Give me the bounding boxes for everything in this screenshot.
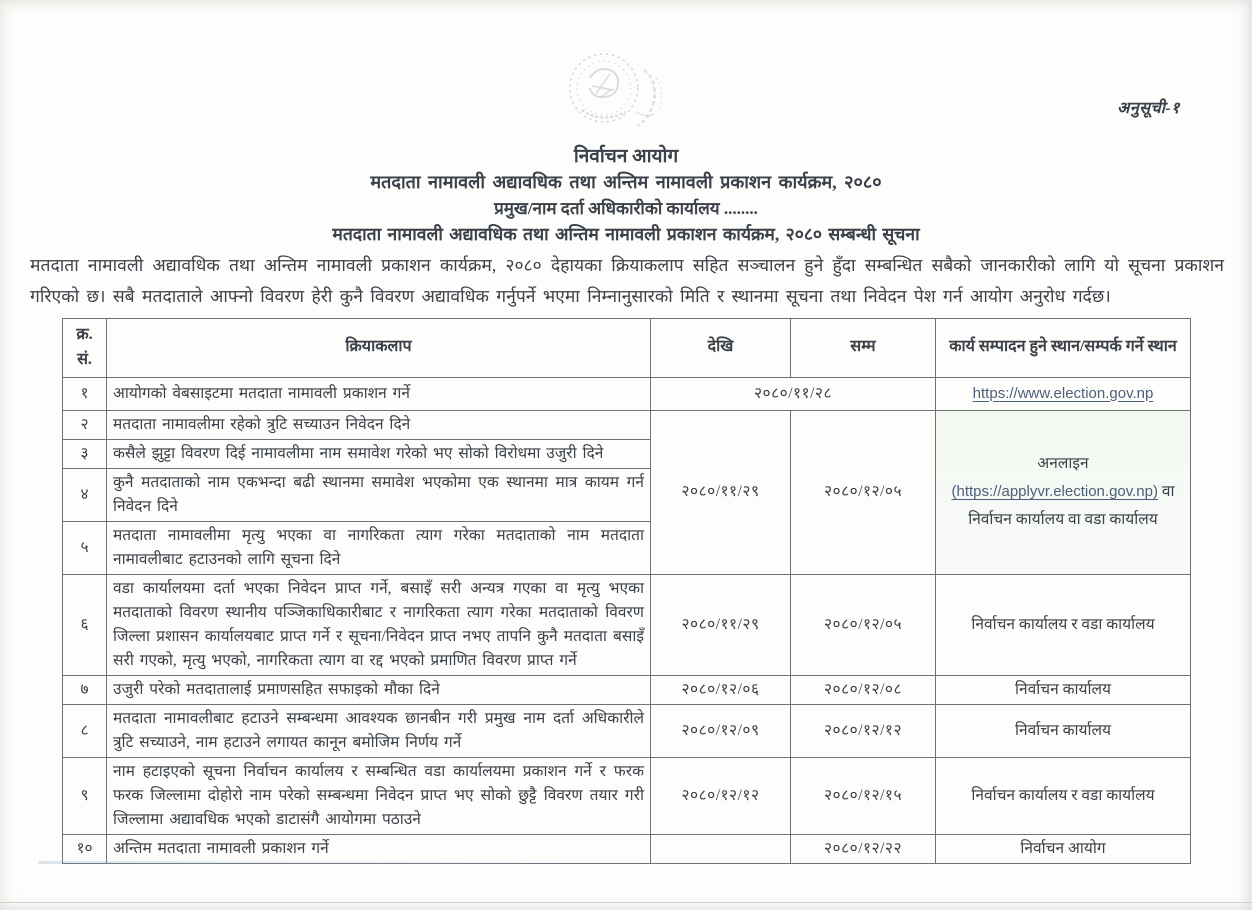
table-row xyxy=(63,574,1191,675)
cell-sn-10: १० xyxy=(63,834,107,863)
cell-place-9: निर्वाचन कार्यालय र वडा कार्यालय xyxy=(936,757,1191,834)
cell-place-1 xyxy=(936,377,1191,410)
cell-sn-3: ३ xyxy=(63,439,107,468)
cell-activity-3: कसैले झुट्टा विवरण दिई नामावलीमा नाम समावेश गरेको भए सोको विरोधमा उजुरी दिने xyxy=(107,439,651,468)
cell-activity-6: वडा कार्यालयमा दर्ता भएका निवेदन प्राप्त गर्ने, बसाइँ सरी अन्यत्र गएका वा मृत्यु भएका मतदाताको विवरण स्थानीय पञ्जिकाधिकारीबाट र नागरिकता त्याग गरेका मतदाताको विवरण जिल्ला प्रशासन कार्यालयबाट प्राप्त गर्ने र सूचना/निवेदन प्राप्त नभए तापनि कुनै मतदाता बसाइँ सरी गएको, मृत्यु भएको, नागरिकता त्याग वा रद्द भएको प्रमाणित विवरण प्राप्त गर्ने xyxy=(107,574,651,675)
title-office-line: प्रमुख/नाम दर्ता अधिकारीको कार्यालय ........ xyxy=(494,199,758,218)
cell-sn-8: ८ xyxy=(63,704,107,757)
cell-activity-8: मतदाता नामावलीबाट हटाउने सम्बन्धमा आवश्यक छानबीन गरी प्रमुख नाम दर्ता अधिकारीले त्रुटि सच्याउने, नाम हटाउने लगायत कानून बमोजिम निर्णय गर्ने xyxy=(107,704,651,757)
cell-activity-5: मतदाता नामावलीमा मृत्यु भएका वा नागरिकता त्याग गरेका मतदाताको नाम मतदाता नामावलीबाट हटाउनको लागि सूचना दिने xyxy=(107,521,651,574)
header-row xyxy=(63,319,1191,378)
place-online-label: अनलाइन xyxy=(1037,455,1089,473)
cell-sn-6: ६ xyxy=(63,574,107,675)
table-row xyxy=(63,377,1191,410)
cell-place-2-5 xyxy=(936,410,1191,574)
cell-from-6: २०८०/११/२९ xyxy=(651,574,791,675)
scan-smudge-artifact xyxy=(38,861,678,864)
cell-activity-4: कुनै मतदाताको नाम एकभन्दा बढी स्थानमा समावेश भएकोमा एक स्थानमा मात्र कायम गर्न निवेदन दिने xyxy=(107,468,651,521)
scan-edge-artifact xyxy=(0,902,1252,903)
place-offices-label: निर्वाचन कार्यालय वा वडा कार्यालय xyxy=(968,511,1158,529)
col-header-sn: क्र. सं. xyxy=(63,319,107,378)
table-row xyxy=(63,410,1191,439)
cell-date-1: २०८०/११/२८ xyxy=(651,377,936,410)
place-link-suffix: वा xyxy=(1161,483,1175,501)
col-header-from: देखि xyxy=(651,319,791,378)
cell-to-7: २०८०/१२/०८ xyxy=(791,675,936,704)
cell-to-10: २०८०/१२/२२ xyxy=(791,834,936,863)
cell-place-10: निर्वाचन आयोग xyxy=(936,834,1191,863)
cell-sn-5: ५ xyxy=(63,521,107,574)
cell-sn-7: ७ xyxy=(63,675,107,704)
schedule-table xyxy=(62,318,1191,864)
title-notice-line: मतदाता नामावली अद्यावधिक तथा अन्तिम नामावली प्रकाशन कार्यक्रम, २०८० सम्बन्धी सूचना xyxy=(332,224,920,244)
cell-to-9: २०८०/१२/१५ xyxy=(791,757,936,834)
cell-sn-2: २ xyxy=(63,410,107,439)
intro-paragraph: मतदाता नामावली अद्यावधिक तथा अन्तिम नामावली प्रकाशन कार्यक्रम, २०८० देहायका क्रियाकलाप सहित सञ्चालन हुने हुँदा सम्बन्धित सबैको जानकारीको लागि यो सूचना प्रकाशन गरिएको छ। सबै मतदाताले आफ्नो विवरण हेरी कुनै विवरण अद्यावधिक गर्नुपर्ने भएमा निम्नानुसारको मिति र स्थानमा सूचना तथा निवेदन पेश गर्न आयोग अनुरोध गर्दछ। xyxy=(30,255,1224,306)
election-commission-seal-icon xyxy=(552,48,692,149)
col-header-to: सम्म xyxy=(791,319,936,378)
annex-label: अनुसूची-१ xyxy=(1117,100,1180,117)
cell-to-2-5: २०८०/१२/०५ xyxy=(791,410,936,574)
cell-activity-9: नाम हटाइएको सूचना निर्वाचन कार्यालय र सम्बन्धित वडा कार्यालयमा प्रकाशन गर्ने र फरक फरक जिल्लामा दोहोरो नाम परेको सम्बन्धमा निवेदन प्राप्त भए सोको छुट्टै विवरण तयार गरी जिल्लामा अद्यावधिक भएको डाटासंगै आयोगमा पठाउने xyxy=(107,757,651,834)
cell-from-9: २०८०/१२/१२ xyxy=(651,757,791,834)
table-row xyxy=(63,704,1191,757)
title-program-line: मतदाता नामावली अद्यावधिक तथा अन्तिम नामावली प्रकाशन कार्यक्रम, २०८० xyxy=(370,172,882,192)
election-website-link[interactable]: https://www.election.gov.np xyxy=(972,384,1154,402)
applyvr-link[interactable]: (https://applyvr.election.gov.np) xyxy=(951,483,1158,501)
cell-sn-9: ९ xyxy=(63,757,107,834)
cell-from-7: २०८०/१२/०६ xyxy=(651,675,791,704)
col-header-place: कार्य सम्पादन हुने स्थान/सम्पर्क गर्ने स्थान xyxy=(936,319,1191,378)
table-row xyxy=(63,757,1191,834)
cell-place-8: निर्वाचन कार्यालय xyxy=(936,704,1191,757)
cell-sn-4: ४ xyxy=(63,468,107,521)
cell-place-6: निर्वाचन कार्यालय र वडा कार्यालय xyxy=(936,574,1191,675)
cell-from-10 xyxy=(651,834,791,863)
cell-activity-1: आयोगको वेबसाइटमा मतदाता नामावली प्रकाशन गर्ने xyxy=(107,377,651,410)
col-header-activity: क्रियाकलाप xyxy=(107,319,651,378)
cell-sn-1: १ xyxy=(63,377,107,410)
cell-place-7: निर्वाचन कार्यालय xyxy=(936,675,1191,704)
cell-activity-2: मतदाता नामावलीमा रहेको त्रुटि सच्याउन निवेदन दिने xyxy=(107,410,651,439)
cell-from-8: २०८०/१२/०९ xyxy=(651,704,791,757)
cell-activity-10: अन्तिम मतदाता नामावली प्रकाशन गर्ने xyxy=(107,834,651,863)
org-name: निर्वाचन आयोग xyxy=(573,146,679,167)
table-row xyxy=(63,834,1191,863)
cell-to-6: २०८०/१२/०५ xyxy=(791,574,936,675)
cell-activity-7: उजुरी परेको मतदातालाई प्रमाणसहित सफाइको मौका दिने xyxy=(107,675,651,704)
table-row xyxy=(63,675,1191,704)
cell-from-2-5: २०८०/११/२९ xyxy=(651,410,791,574)
cell-to-8: २०८०/१२/१२ xyxy=(791,704,936,757)
